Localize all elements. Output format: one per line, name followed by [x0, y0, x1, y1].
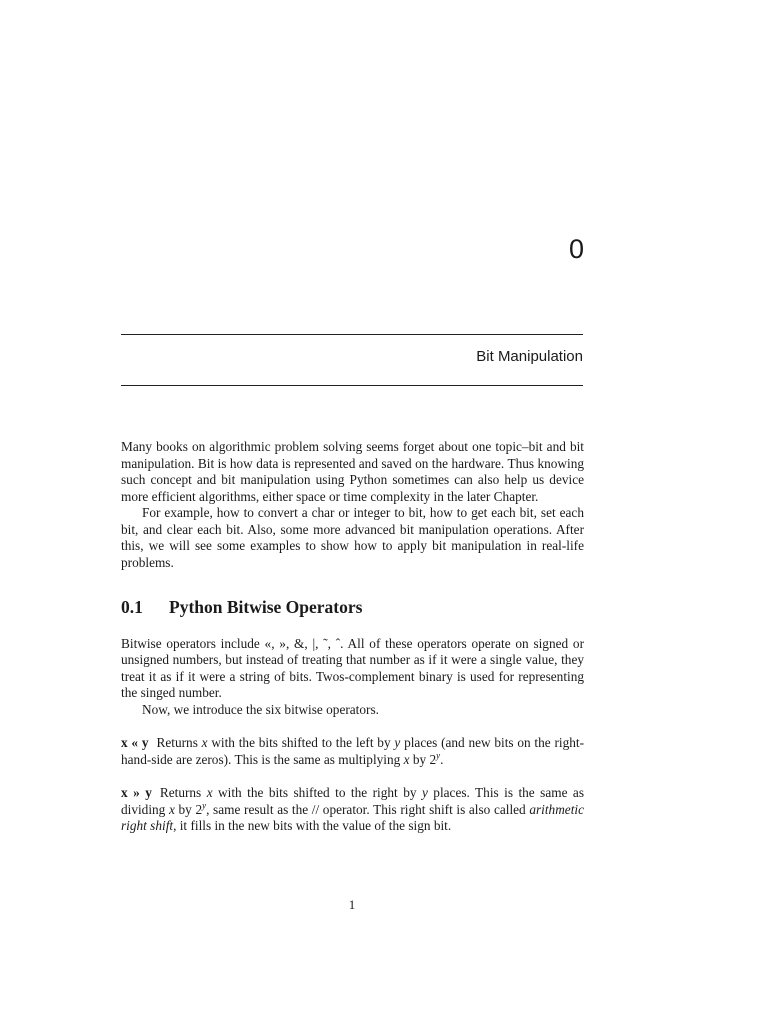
section-paragraph-1: Bitwise operators include «, », &, |, ˜, ˆ. All of these operators operate on signed or unsigned numbers, but instead of treating that number as if it were a single value, they treat it as if it were a string of bits. Twos-complement binary is used for representing the singed number.	[121, 635, 584, 700]
chapter-rule-bottom	[121, 385, 583, 386]
chapter-rule-top	[121, 334, 583, 335]
left-shift-definition: x « y Returns x with the bits shifted to the left by y places (and new bits on the right-hand-side are zeros). This is the same as multiplying x by 2$^y$.	[121, 735, 584, 767]
right-shift-definition: x » y Returns x with the bits shifted to the right by y places. This is the same as dividing x by 2$^y$, same result as the // operator. This right shift is also called arithmetic right shift, it fills in the new bits with the value of the sign bit.	[121, 785, 585, 833]
intro-paragraph-1: Many books on algorithmic problem solving seems forget about one topic–bit and bit manipulation. Bit is how data is represented and saved on the hardware. Thus knowing such concept and bit manipulation using Python sometimes can also help us device more efficient algorithms, either space or time complexity in the later Chapter.	[121, 439, 584, 504]
chapter-title: Bit Manipulation	[476, 348, 583, 365]
page-content	[121, 439, 584, 835]
section-title: Python Bitwise Operators	[169, 597, 363, 617]
intro-paragraph-2: For example, how to convert a char or integer to bit, how to get each bit, set each bit, and clear each bit. Also, some more advanced bit manipulation operations. After this, we will see some examples to show how to apply bit manipulation in real-life problems.	[121, 505, 584, 570]
right-shift-code: x » y	[121, 785, 152, 800]
section-heading	[121, 599, 584, 617]
chapter-number: 0	[568, 234, 584, 264]
section-number: 0.1	[121, 597, 143, 617]
page-number: 1	[348, 897, 356, 912]
section-paragraph-2: Now, we introduce the six bitwise operators.	[142, 701, 379, 717]
left-shift-code: x « y	[121, 735, 149, 750]
